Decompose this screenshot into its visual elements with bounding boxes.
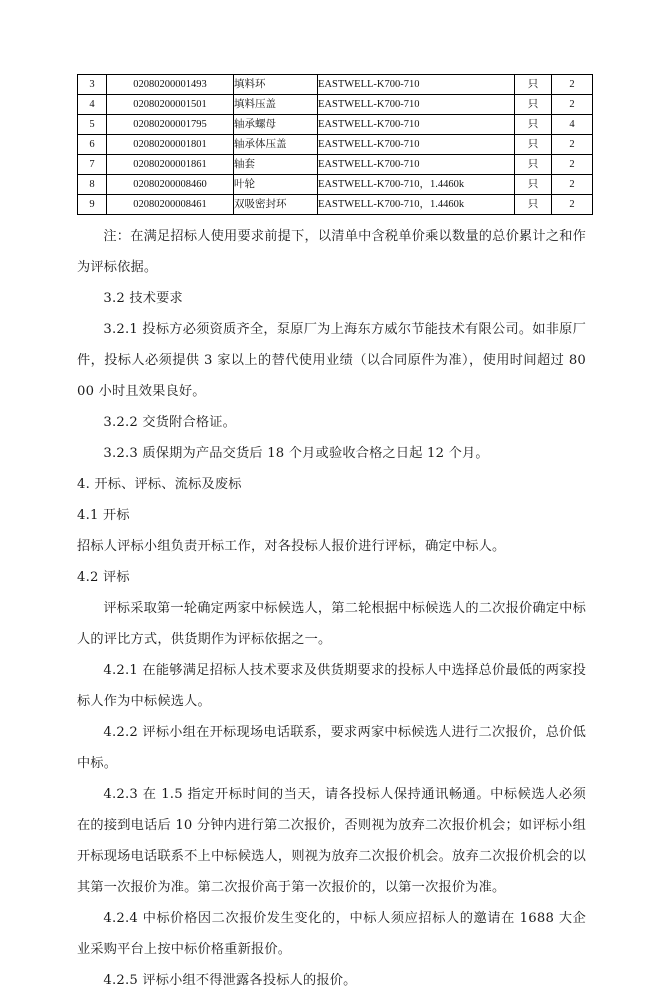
cell-name: 叶轮 (234, 175, 318, 195)
cell-code: 02080200008460 (107, 175, 234, 195)
cell-name: 填料环 (234, 75, 318, 95)
cell-model: EASTWELL-K700-710 (318, 75, 515, 95)
heading-4-1: 4.1 开标 (77, 508, 130, 523)
paragraph-4-2-4: 4.2.4 中标价格因二次报价发生变化的，中标人须应招标人的邀请在 1688 大企业采购平台上按中标价格重新报价。 (77, 911, 586, 957)
paragraph-4-2-body: 评标采取第一轮确定两家中标候选人，第二轮根据中标候选人的二次报价确定中标人的评比方式，供货期作为评标依据之一。 (77, 601, 586, 647)
cell-index: 3 (78, 75, 107, 95)
cell-index: 5 (78, 115, 107, 135)
cell-index: 7 (78, 155, 107, 175)
cell-quantity: 2 (552, 195, 593, 215)
cell-unit: 只 (515, 175, 552, 195)
cell-quantity: 2 (552, 175, 593, 195)
cell-code: 02080200001861 (107, 155, 234, 175)
paragraph-3-2-2: 3.2.2 交货附合格证。 (103, 415, 237, 430)
table-row (78, 195, 593, 215)
cell-code: 02080200001795 (107, 115, 234, 135)
cell-quantity: 2 (552, 135, 593, 155)
parts-table (77, 74, 593, 215)
cell-name: 填料压盖 (234, 95, 318, 115)
cell-code: 02080200001801 (107, 135, 234, 155)
parts-table-body (78, 75, 593, 215)
heading-3-2: 3.2 技术要求 (103, 291, 183, 306)
paragraph-4-2-5: 4.2.5 评标小组不得泄露各投标人的报价。 (103, 973, 357, 988)
cell-model: EASTWELL-K700-710，1.4460k (318, 175, 515, 195)
cell-unit: 只 (515, 135, 552, 155)
cell-unit: 只 (515, 95, 552, 115)
cell-code: 02080200001501 (107, 95, 234, 115)
paragraph-4-2-2: 4.2.2 评标小组在开标现场电话联系，要求两家中标候选人进行二次报价，总价低中标。 (77, 725, 586, 771)
table-row (78, 175, 593, 195)
table-row (78, 95, 593, 115)
page-content (77, 74, 586, 996)
paragraph-note: 注：在满足招标人使用要求前提下，以清单中含税单价乘以数量的总价累计之和作为评标依据。 (77, 229, 586, 275)
cell-model: EASTWELL-K700-710 (318, 95, 515, 115)
cell-index: 9 (78, 195, 107, 215)
cell-name: 轴承体压盖 (234, 135, 318, 155)
cell-index: 8 (78, 175, 107, 195)
body-text (77, 221, 586, 996)
paragraph-3-2-3: 3.2.3 质保期为产品交货后 18 个月或验收合格之日起 12 个月。 (103, 446, 489, 461)
table-row (78, 155, 593, 175)
cell-name: 轴承螺母 (234, 115, 318, 135)
cell-quantity: 2 (552, 75, 593, 95)
paragraph-3-2-1: 3.2.1 投标方必须资质齐全，泵原厂为上海东方威尔节能技术有限公司。如非原厂件，投标人必须提供 3 家以上的替代使用业绩（以合同原件为准），使用时间超过 8000 小时且效果良好。 (77, 322, 586, 399)
cell-index: 6 (78, 135, 107, 155)
cell-code: 02080200008461 (107, 195, 234, 215)
cell-unit: 只 (515, 155, 552, 175)
cell-model: EASTWELL-K700-710 (318, 115, 515, 135)
cell-model: EASTWELL-K700-710，1.4460k (318, 195, 515, 215)
table-row (78, 115, 593, 135)
cell-index: 4 (78, 95, 107, 115)
paragraph-4-1-body: 招标人评标小组负责开标工作，对各投标人报价进行评标，确定中标人。 (77, 539, 506, 554)
cell-quantity: 2 (552, 95, 593, 115)
table-row (78, 135, 593, 155)
paragraph-4-2-3: 4.2.3 在 1.5 指定开标时间的当天，请各投标人保持通讯畅通。中标候选人必须在的接到电话后 10 分钟内进行第二次报价，否则视为放弃二次报价机会；如评标小组开标现场电话联系不上中标候选人，则视为放弃二次报价机会。放弃二次报价机会的以其第一次报价为准。第二次报价高于第一次报价的，以第一次报价为准。 (77, 787, 586, 895)
paragraph-4-2-1: 4.2.1 在能够满足招标人技术要求及供货期要求的投标人中选择总价最低的两家投标人作为中标候选人。 (77, 663, 586, 709)
cell-quantity: 4 (552, 115, 593, 135)
table-row (78, 75, 593, 95)
heading-4-2: 4.2 评标 (77, 570, 130, 585)
cell-model: EASTWELL-K700-710 (318, 135, 515, 155)
cell-name: 轴套 (234, 155, 318, 175)
cell-unit: 只 (515, 195, 552, 215)
heading-4: 4. 开标、评标、流标及废标 (77, 477, 242, 492)
cell-unit: 只 (515, 115, 552, 135)
cell-unit: 只 (515, 75, 552, 95)
cell-code: 02080200001493 (107, 75, 234, 95)
cell-quantity: 2 (552, 155, 593, 175)
cell-name: 双吸密封环 (234, 195, 318, 215)
cell-model: EASTWELL-K700-710 (318, 155, 515, 175)
